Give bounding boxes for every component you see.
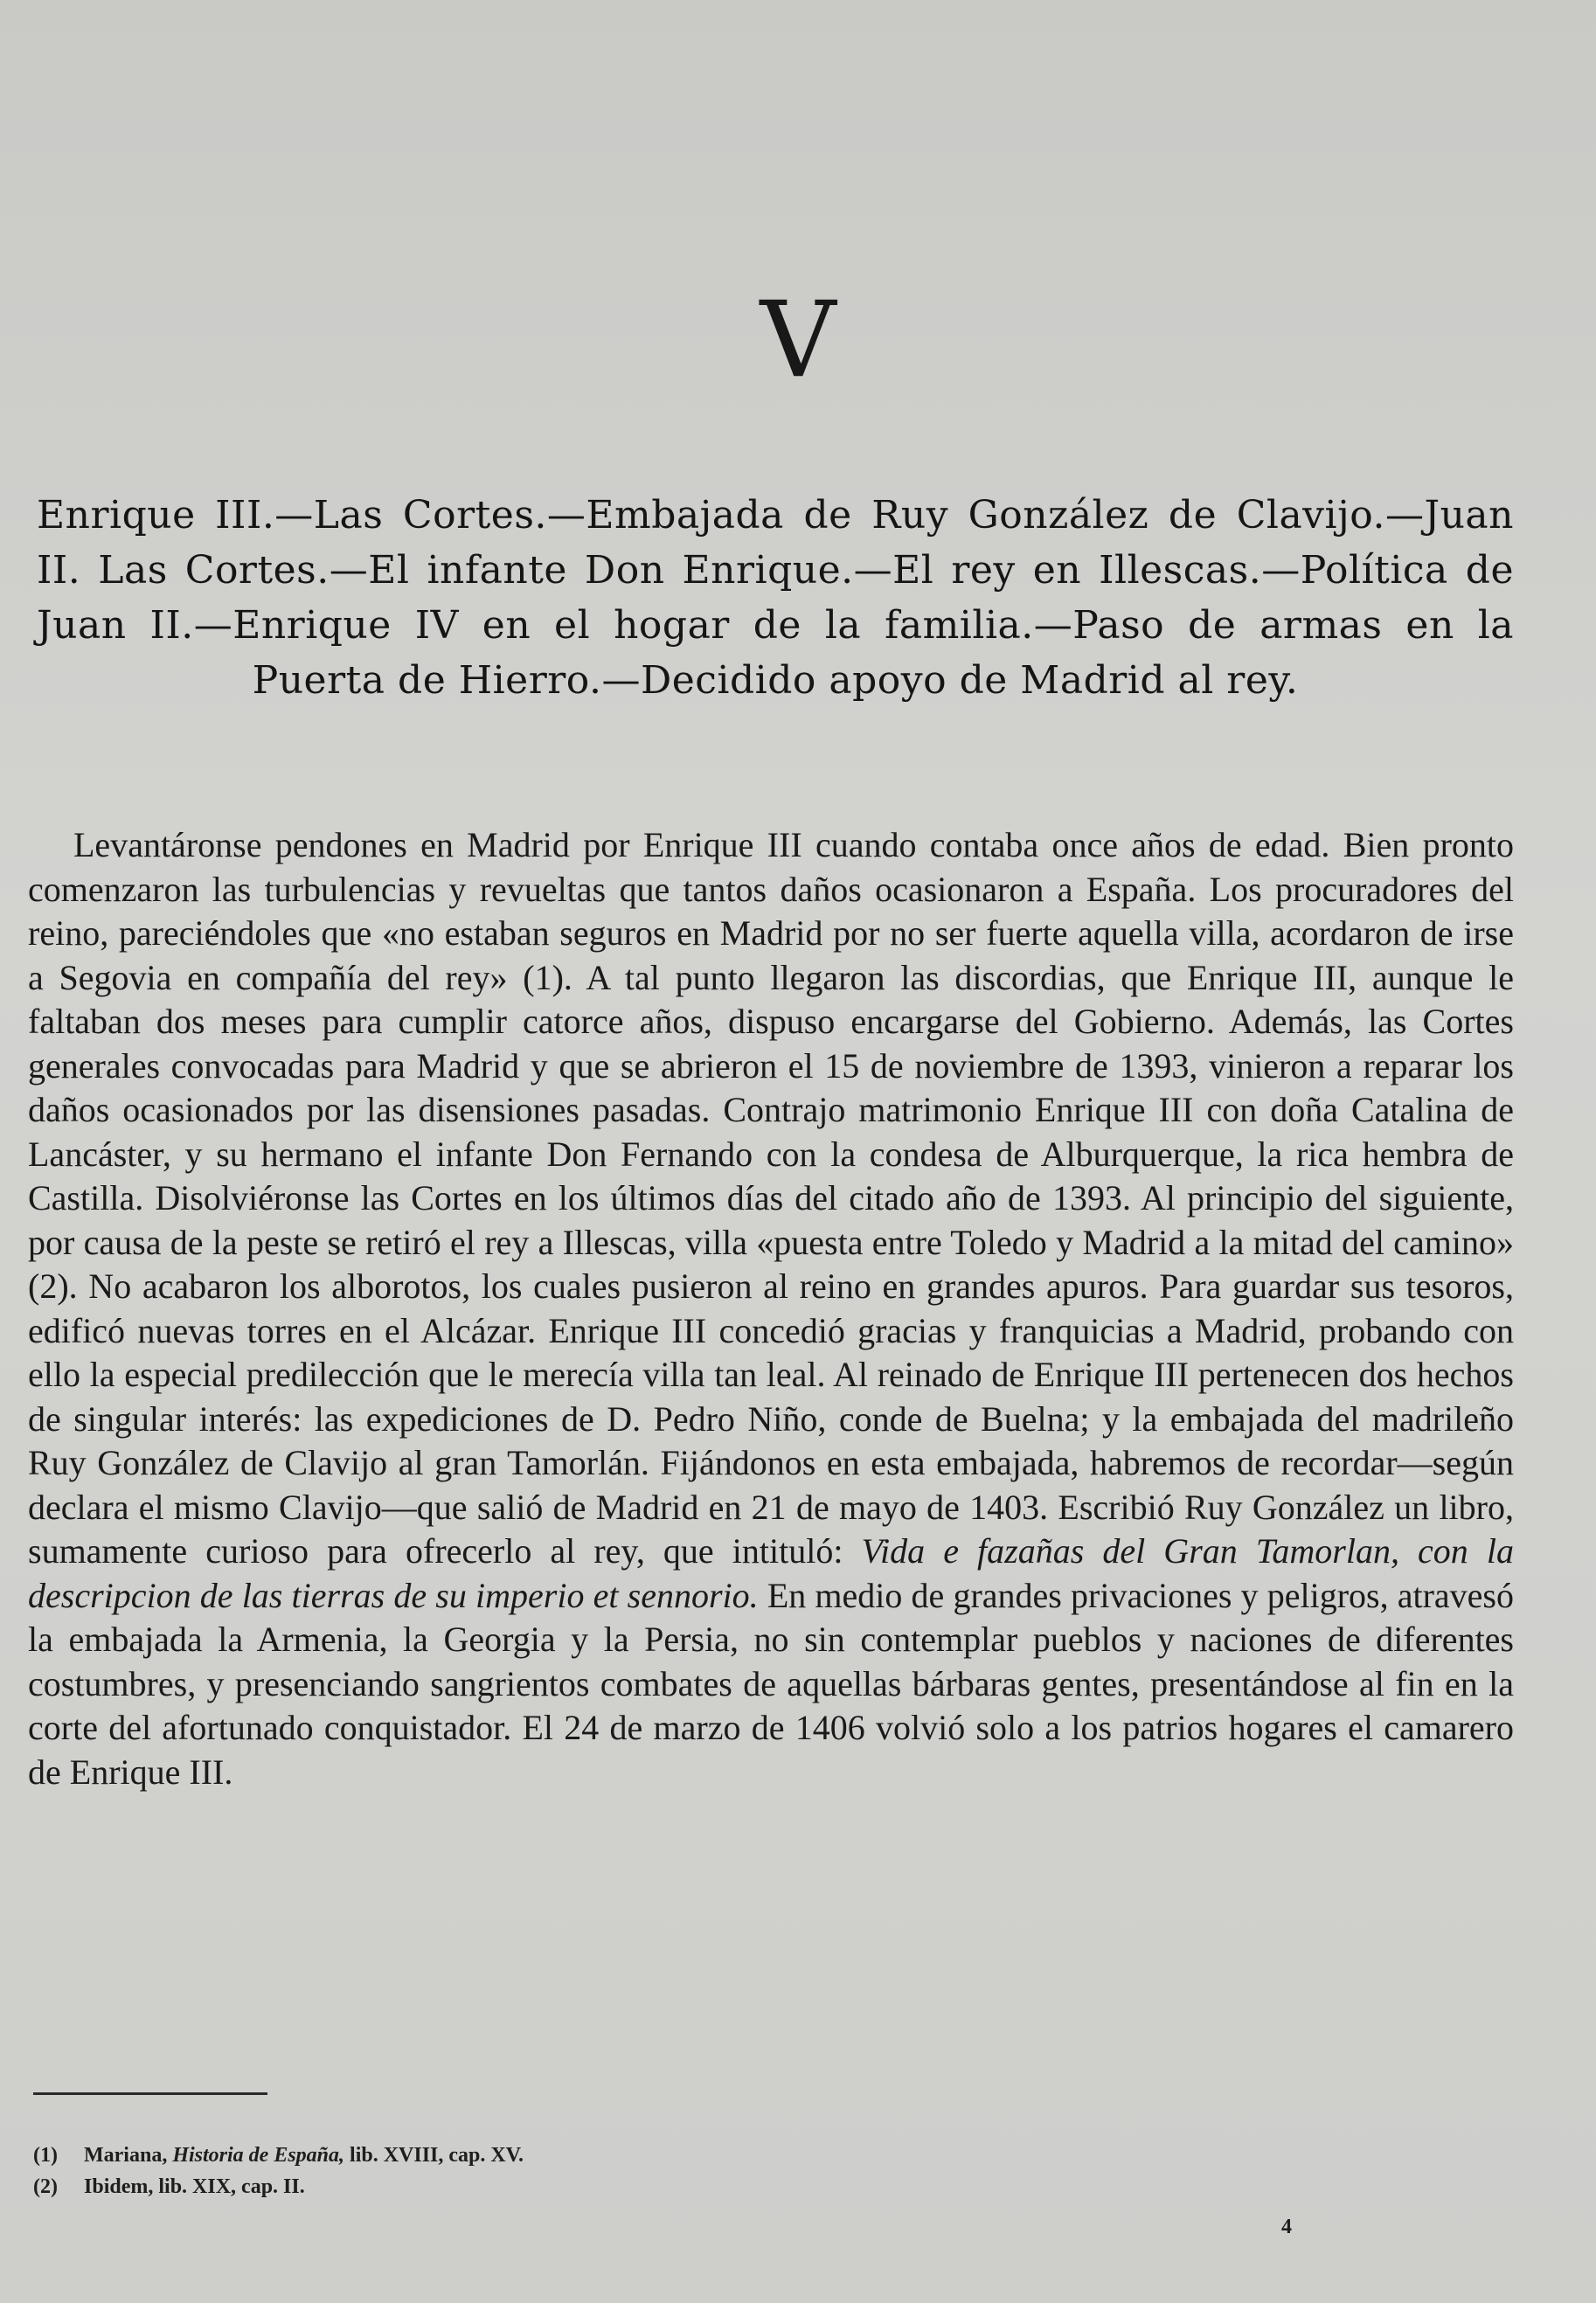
body-paragraph-main: Levantáronse pendones en Madrid por Enrique III cuando contaba once años de edad. Bien pronto comenzaron las turbulencias y revueltas que tantos daños ocasionaron a España. Los procuradores del reino, pareciéndoles que «no estaban seguros en Madrid por no ser fuerte aquella villa, acordaron de irse a Segovia en compañía del rey» (1). A tal punto llegaron las discordias, que Enrique III, aunque le faltaban dos meses para cumplir catorce años, dispuso encargarse del Gobierno. Además, las Cortes generales convocadas para Madrid y que se abrieron el 15 de noviembre de 1393, vinieron a reparar los daños ocasionados por las disensiones pasadas. Contrajo matrimonio Enrique III con doña Catalina de Lancáster, y su hermano el infante Don Fernando con la condesa de Alburquerque, la rica hembra de Castilla. Disolviéronse las Cortes en los últimos días del citado año de 1393. Al principio del siguiente, por causa de la peste se retiró el rey a Illescas, villa «puesta entre Toledo y Madrid a la mitad del camino» (2). No acabaron los alborotos, los cuales pusieron al reino en grandes apuros. Para guardar sus tesoros, edificó nuevas torres en el Alcázar. Enrique III concedió gracias y franquicias a Madrid, probando con ello la especial predilección que le merecía villa tan leal. Al reinado de Enrique III pertenecen dos hechos de singular interés: las expediciones de D. Pedro Niño, conde de Buelna; y la embajada del madrileño Ruy González de Clavijo al gran Tamorlán. Fijándonos en esta embajada, habremos de recordar—según declara el mismo Clavijo—que salió de Madrid en 21 de mayo de 1403. Escribió Ruy González un libro, sumamente curioso para ofrecerlo al rey, que intituló: — [28, 825, 1514, 1571]
chapter-summary: Enrique III.—Las Cortes.—Embajada de Ruy González de Clavijo.—Juan II. Las Cortes.—El infante Don Enrique.—El rey en Illescas.—Política de Juan II.—Enrique IV en el hogar de la familia.—Paso de armas en la Puerta de Hierro.—Decidido apoyo de Madrid al rey. — [37, 493, 1514, 703]
footnote-author: Ibidem, — [84, 2175, 154, 2198]
footnote-work: Historia de España, — [172, 2144, 345, 2167]
footnote-2 — [33, 2171, 1082, 2202]
body-paragraph-tail: En medio de grandes privaciones y peligros, atravesó la embajada la Armenia, la Georgia y la Persia, no sin contemplar pueblos y naciones de diferentes costumbres, y presenciando sangrientos combates de aquellas bárbaras gentes, presentándose al fin en la corte del afortunado conquistador. El 24 de marzo de 1406 volvió solo a los patrios hogares el camarero de Enrique III. — [28, 1575, 1514, 1792]
book-title: Vida e fazañas del Gran Tamorlan, con la descripcion de las tierras de su imperio et sennorio. — [28, 1531, 1515, 1615]
footnote-ref: lib. XIX, cap. II. — [158, 2175, 305, 2198]
footnote-mark: (1) — [33, 2144, 58, 2167]
page-number: 4 — [1281, 2216, 1292, 2238]
footnote-ref: lib. XVIII, cap. XV. — [350, 2144, 524, 2167]
chapter-numeral: V — [760, 280, 836, 401]
footnote-author: Mariana, — [84, 2144, 168, 2167]
footnote-mark: (2) — [33, 2175, 58, 2198]
footnotes — [33, 2140, 1082, 2202]
footnote-1 — [33, 2140, 1082, 2171]
footnote-divider — [33, 2092, 267, 2095]
body-text — [28, 823, 1514, 1794]
body-paragraph — [28, 823, 1514, 1794]
